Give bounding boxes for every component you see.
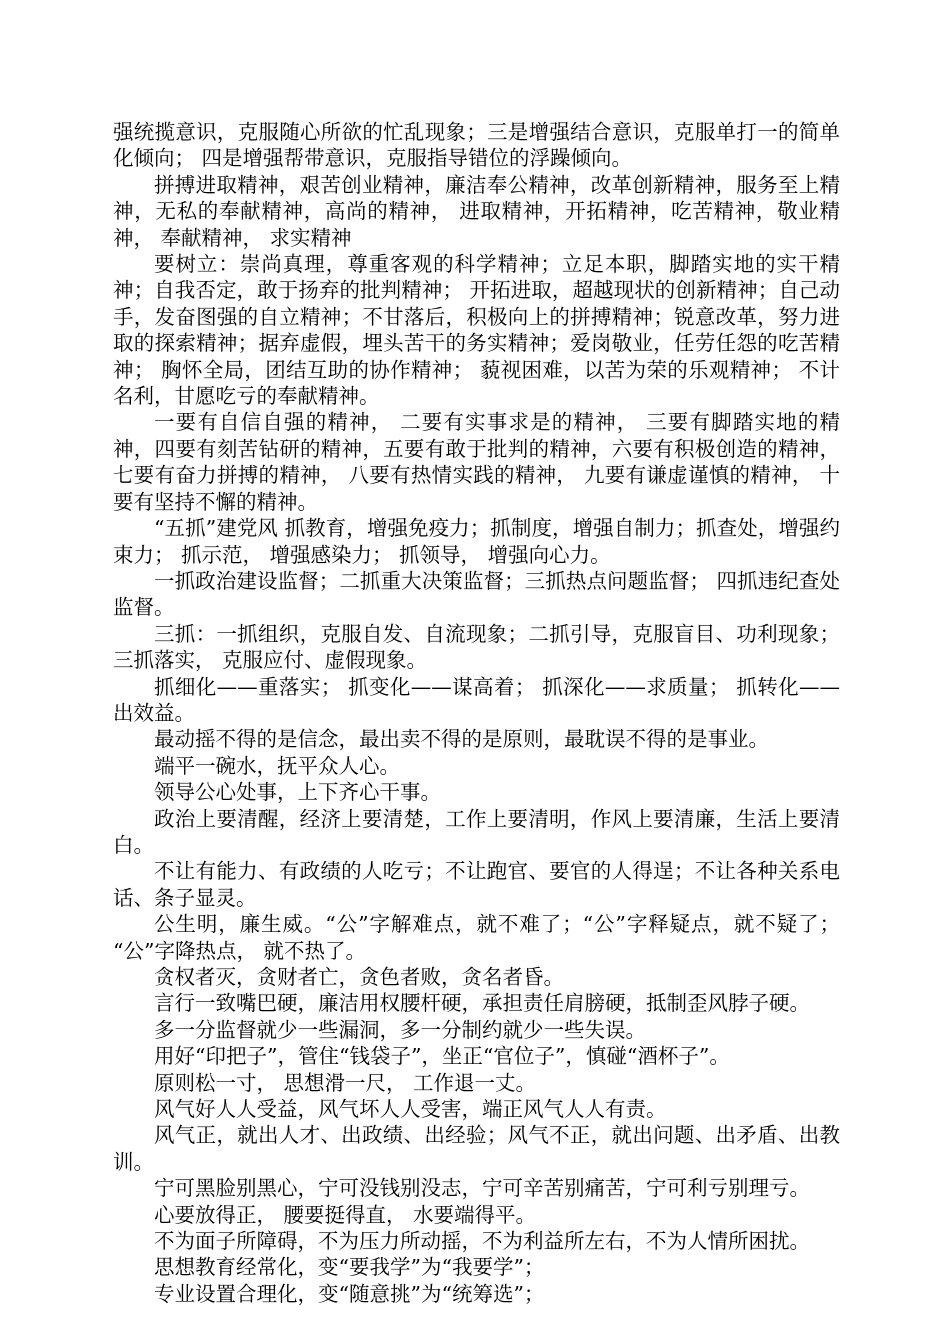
paragraph-education: 思想教育经常化，变“要我学”为“我要学”； [154, 1255, 545, 1280]
paragraph-four-hards: 言行一致嘴巴硬，廉洁用权腰杆硬，承担责任肩膀硬，抵制歪风脖子硬。 [154, 991, 810, 1016]
document-page [113, 119, 840, 1307]
paragraph-rather: 宁可黑脸别黑心，宁可没钱别没志，宁可辛苦别痛苦，宁可利亏别理亏。 [154, 1176, 810, 1201]
paragraph-awareness: 强统揽意识，克服随心所欲的忙乱现象；三是增强结合意识，克服单打一的简单化倾向； 四是增强帮带意识，克服指导错位的浮躁倾向。 [113, 120, 840, 171]
paragraph-five-grasps: “五抓”建党风 抓教育，增强免疫力；抓制度，增强自制力；抓查处，增强约束力； 抓示范， 增强感染力； 抓领导， 增强向心力。 [113, 516, 840, 567]
paragraph-not-swayed: 不为面子所障碍，不为压力所动摇，不为利益所左右，不为人情所困扰。 [154, 1229, 810, 1254]
paragraph-supervision: 多一分监督就少一些漏洞，多一分制约就少一些失误。 [154, 1017, 646, 1042]
paragraph-heart-upright: 心要放得正， 腰要挺得直， 水要端得平。 [154, 1202, 537, 1227]
paragraph-establish-spirits: 要树立：崇尚真理，尊重客观的科学精神；立足本职，脚踏实地的实干精神；自我否定，敢于扬弃的批判精神； 开拓进取，超越现状的创新精神；自己动手，发奋图强的自立精神；不甘落后，积极向上的拼搏精神；锐意改革，努力进取的探索精神；据弃虚假，埋头苦干的务实精神；爱岗敬业，任劳任怨的吃苦精神； 胸怀全局，团结互助的协作精神； 藐视困难，以苦为荣的乐观精神； 不计名利，甘愿吃亏的奉献精神。 [113, 252, 840, 409]
paragraph-principle: 原则松一寸， 思想滑一尺， 工作退一丈。 [154, 1070, 537, 1095]
paragraph-atmosphere: 风气好人人受益，风气坏人人受害，端正风气人人有责。 [154, 1097, 667, 1122]
paragraph-belief: 最动摇不得的是信念，最出卖不得的是原则，最耽误不得的是事业。 [154, 727, 769, 752]
paragraph-atmosphere-effects: 风气正，就出人才、出政绩、出经验；风气不正，就出问题、出矛盾、出教训。 [113, 1123, 840, 1174]
paragraph-greed: 贪权者灭，贪财者亡，贪色者败，贪名者昏。 [154, 965, 564, 989]
paragraph-three-grasps: 三抓：一抓组织，克服自发、自流现象；二抓引导，克服盲目、功利现象；三抓落实， 克服应付、虚假现象。 [113, 621, 840, 673]
paragraph-grasp-refine: 抓细化——重落实； 抓变化——谋高着； 抓深化——求质量； 抓转化——出效益。 [113, 674, 840, 725]
paragraph-bowl-of-water: 端平一碗水，抚平众人心。 [154, 753, 400, 778]
paragraph-major-setting: 专业设置合理化，变“随意挑”为“统筹选”； [154, 1281, 545, 1306]
paragraph-four-zis: 用好“印把子”，管住“钱袋子”，坐正“官位子”，慎碰“酒杯子”。 [154, 1044, 730, 1069]
paragraph-ten-spirits: 一要有自信自强的精神， 二要有实事求是的精神， 三要有脚踏实地的精神，四要有刻苦钻研的精神，五要有敢于批判的精神，六要有积极创造的精神， 七要有奋力拼搏的精神， 八要有热情实践的精神， 九要有谦虚谨慎的精神， 十要有坚持不懈的精神。 [113, 410, 840, 514]
paragraph-fairness: 公生明，廉生威。“公”字解难点，就不难了；“公”字释疑点，就不疑了； “公”字降热点， 就不热了。 [113, 912, 840, 963]
paragraph-clear-headed: 政治上要清醒，经济上要清楚，工作上要清明，作风上要清廉，生活上要清白。 [113, 806, 840, 857]
paragraph-three-nots: 不让有能力、有政绩的人吃亏；不让跑官、要官的人得逞；不让各种关系电话、条子显灵。 [113, 859, 840, 910]
paragraph-four-supervisions: 一抓政治建设监督；二抓重大决策监督；三抓热点问题监督； 四抓违纪查处监督。 [113, 568, 840, 620]
paragraph-spirits-list: 拼搏进取精神，艰苦创业精神，廉洁奉公精神，改革创新精神，服务至上精神，无私的奉献精神，高尚的精神， 进取精神，开拓精神，吃苦精神，敬业精神， 奉献精神， 求实精神 [113, 172, 840, 250]
paragraph-leadership: 领导公心处事，上下齐心干事。 [154, 780, 441, 805]
